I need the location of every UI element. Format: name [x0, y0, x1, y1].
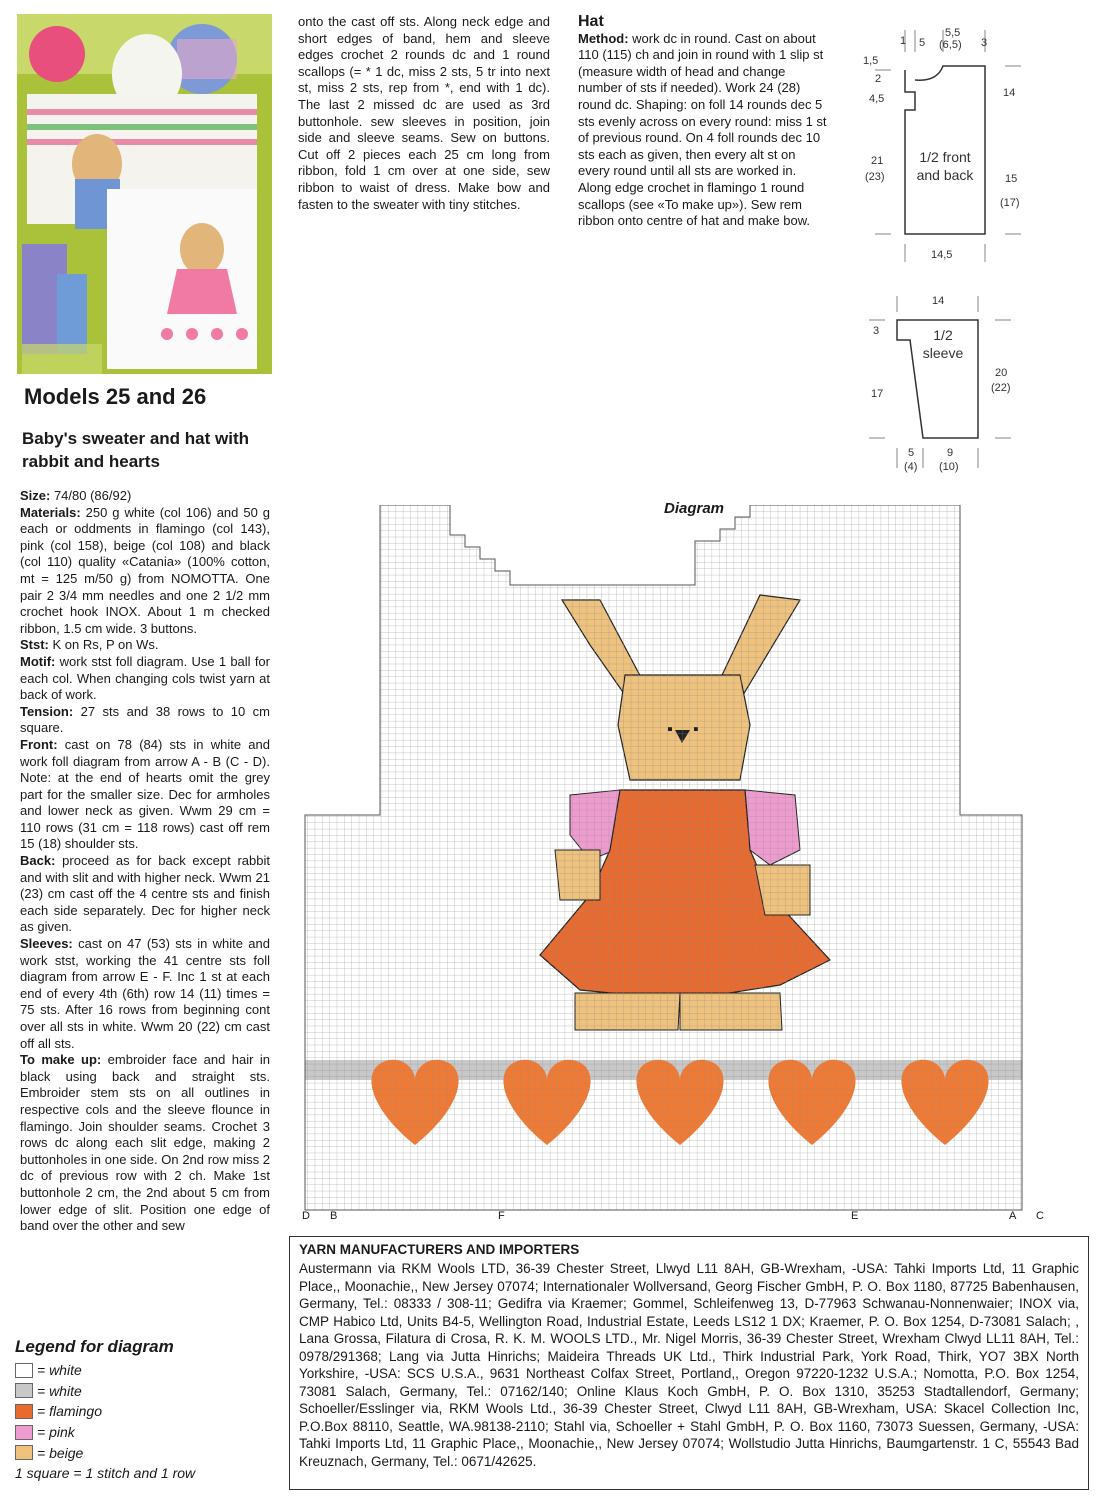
materials-label: Materials: [20, 504, 81, 520]
yarn-text: Austermann via RKM Wools LTD, 36-39 Chester Street, Llwyd L11 8AH, GB-Wrexham, -USA: Tahki Imports Ltd, 11 Graphic Place,, Moonachie,, New Jersey 07074; Internationaler Wollversand, Georg Fischer GmbH, P. O. Box 1180, 87725 Babenhausen, Germany, Tel.: 08333 / 308-11; Gedifra via Kraemer; Gommel, Schleifenweg 13, D-77963 Schwanau-Nonnenwaier; INOX via, CMP Habico Ltd, Units B4-5, Wellington Road, Industrial Estate, Leeds LS12 1 DX; Kraemer, P. O. Box 1254, D-73081 Salach; , Lana Grossa, Filatura di Crosa, R. K. M. WOOLS LTD., Mr. Nigel Morris, 36-39 Chester Street, Wrexham Clwyd LL11 8AH, Tel.: 0978/291368; Lang via Jutta Hinrichs; Maideira Threads UK Ltd., Thirk Industrial Park, York Road, Thirk, YO7 3BX North Yorkshire, -USA: SCS U.S.A., 9631 Northeast Colfax Street, Portland,, Oregon 97220-1232 U.S.A.; Nomotta, P.O. Box 1254, 73081 Salach, Germany, Tel.: 07162/140; Online Klaus Koch GmbH, P. O. Box 1310, 35253 Stadtallendorf, Germany; Schoeller/Esslinger via, RKM Wools Ltd., 36-39 Chester Street, Clwyd L11 8AH, GB-Wrexham, USA: Skacel Collection Inc, P.O.Box 88110, Seattle, WA.98138-2110; Stahl via, Schoeller + Stahl GmbH, P. O. Box 1160, 73073 Suessen, Germany, -USA: Tahki Imports Ltd, 11 Graphic Place,, Moonachie,, New Jersey 07074; Wollstudio Jutta Hinrichs, Baumgartenstr. 1 C, 55543 Bad Kreuznach, Germany, Tel.: 0671/42625. [299, 1261, 1079, 1469]
arrow-c: C [1036, 1210, 1044, 1222]
legend-title: Legend for diagram [15, 1337, 174, 1356]
schematic-front-top-3b: (6,5) [939, 39, 962, 51]
size-label: Size: [20, 488, 51, 503]
front-label: Front: [20, 736, 58, 752]
front-back-schematic [855, 22, 1095, 272]
schematic-sleeve-left-1: 3 [873, 325, 880, 337]
size-text: 74/80 (86/92) [50, 488, 132, 503]
schematic-sleeve-label-2: sleeve [922, 345, 964, 361]
legend-note: 1 square = 1 stitch and 1 row [15, 1465, 196, 1482]
legend-swatch [15, 1404, 33, 1419]
materials-text: 250 g white (col 106) and 50 g each or oddments in flamingo (col 143), pink (col 158), beige (col 108) and black (col 110) quality «Catania» (100% cotton, mt = 125 m/50 g) from NOMOTTA. One pair 2 3/4 mm needles and one 2 1/2 mm crochet hook INOX. About 1 m checked ribbon, 1.5 cm wide. 3 buttons. [20, 504, 270, 636]
arrow-f: F [498, 1210, 505, 1222]
tension-text: 27 sts and 38 rows to 10 cm square. [20, 703, 270, 736]
legend-item [15, 1422, 275, 1443]
schematic-front-right-2b: (17) [1000, 197, 1020, 209]
yarn-manufacturers-box [289, 1236, 1089, 1490]
arrow-b: B [330, 1210, 338, 1222]
schematic-front-label-1: 1/2 front [919, 149, 971, 165]
schematic-sleeve-right-1: 20 [995, 367, 1008, 379]
schematic-sleeve-left-2: 17 [871, 388, 884, 400]
schematic-front-left-3: 4,5 [869, 93, 885, 105]
hat-method-label: Method: [578, 30, 629, 46]
schematic-sleeve-top: 14 [932, 295, 945, 307]
legend-item [15, 1360, 275, 1381]
legend-label: = flamingo [37, 1403, 102, 1420]
schematic-front-top-4: 3 [981, 37, 988, 49]
back-text: proceed as for back except rabbit and with slit and with higher neck. Wwm 21 (23) cm cast off the 4 centre sts and finish each side separately. Dec for higher neck as given. [20, 853, 270, 935]
arrow-e: E [851, 1210, 859, 1222]
schematic-front-left-1: 1,5 [863, 55, 879, 67]
schematic-front-bottom: 14,5 [931, 249, 953, 261]
legend-label: = pink [37, 1424, 75, 1441]
schematic-front-top-3: 5,5 [945, 27, 961, 39]
product-photo [17, 14, 272, 374]
legend-swatch [15, 1425, 33, 1440]
schematic-front-right-1: 14 [1003, 87, 1016, 99]
legend-swatch [15, 1445, 33, 1460]
schematic-sleeve-bottom-2: 9 [947, 447, 954, 459]
motif-label: Motif: [20, 653, 56, 669]
schematic-sleeve-right-1b: (22) [991, 382, 1011, 394]
hat-title: Hat [578, 13, 604, 30]
hat-section [578, 14, 830, 230]
back-label: Back: [20, 853, 56, 869]
schematic-front-left-4: 21 [871, 155, 884, 167]
instructions-column-2: onto the cast off sts. Along neck edge and short edges of band, hem and sleeve edges crochet 2 rounds dc and 1 round scallops (= * 1 dc, miss 2 sts, 5 tr into next st, miss 2 sts, rep from *, end with 1 dc). The last 2 missed dc are used as 3rd buttonhole. sew sleeves in position, join side and sleeve seams. Sew on buttons. Cut off 2 pieces each 25 cm long from ribbon, fold 1 cm over at one side, sew ribbon to waist of dress. Make bow and fasten to the sweater with tiny stitches. [298, 14, 550, 212]
instructions-column-1 [20, 488, 270, 1235]
schematic-front-top-2: 5 [919, 37, 926, 49]
yarn-title: YARN MANUFACTURERS AND IMPORTERS [299, 1242, 580, 1257]
legend-label: = white [37, 1382, 82, 1399]
schematic-front-top-1: 1 [900, 35, 907, 47]
arrow-d: D [302, 1210, 310, 1222]
sleeve-schematic [855, 288, 1095, 478]
legend-item [15, 1381, 275, 1402]
stst-text: K on Rs, P on Ws. [48, 637, 159, 653]
hat-method-text: work dc in round. Cast on about 110 (115) ch and join in round with 1 slip st (measure width of head and change number of sts if needed). Work 24 (28) round dc. Shaping: on foll 14 rounds dec 5 sts evenly across on every round: miss 1 st of previous round. On 4 foll rounds dec 10 sts each as given, then every alt st on every round until all sts are worked in. Along edge crochet in flamingo 1 round scallops (see «To make up»). Sew rem ribbon onto centre of hat and make bow. [578, 30, 827, 229]
schematic-front-left-2: 2 [875, 73, 882, 85]
makeup-label: To make up: [20, 1052, 102, 1068]
tension-label: Tension: [20, 703, 74, 719]
schematic-sleeve-bottom-1: 5 [908, 447, 915, 459]
sleeves-text: cast on 47 (53) sts in white and work stst, working the 41 centre sts foll diagram from arrow E - F. Inc 1 st at each end of every 4th (6th) row 14 (11) times = 75 sts. After 16 rows from beginning cont over all sts in white. Wwm 20 (22) cm cast off all sts. [20, 936, 270, 1051]
page-subtitle: Baby's sweater and hat with rabbit and hearts [22, 429, 249, 471]
schematic-front-right-2: 15 [1005, 173, 1018, 185]
legend-swatch [15, 1363, 33, 1378]
schematic-sleeve-bottom-2b: (10) [939, 461, 959, 473]
legend-swatch [15, 1383, 33, 1398]
knitting-chart [300, 505, 1025, 1230]
legend-item [15, 1442, 275, 1463]
schematic-front-label-2: and back [916, 167, 974, 183]
schematic-front-left-4b: (23) [865, 171, 885, 183]
legend-label: = white [37, 1362, 82, 1379]
schematic-sleeve-bottom-1b: (4) [904, 461, 918, 473]
legend-label: = beige [37, 1444, 84, 1461]
motif-text: work stst foll diagram. Use 1 ball for each col. When changing cols twist yarn at back of work. [20, 653, 270, 703]
page-title: Models 25 and 26 [24, 384, 207, 409]
sleeves-label: Sleeves: [20, 936, 73, 952]
arrow-a: A [1009, 1210, 1017, 1222]
stst-label: Stst: [20, 637, 49, 653]
diagram-legend [15, 1337, 275, 1484]
schematic-sleeve-label-1: 1/2 [933, 327, 953, 343]
front-text: cast on 78 (84) sts in white and work foll diagram from arrow A - B (C - D). Note: at the end of hearts omit the grey part for the smaller size. Dec for armholes and lower neck as given. Wwm 29 cm = 110 rows (31 cm = 118 rows) cast off rem 15 (18) shoulder sts. [20, 736, 270, 852]
diagram-title: Diagram [664, 500, 725, 517]
makeup-text: embroider face and hair in black using back and straight sts. Embroider stem sts on all outlines in respective cols and the sleeve flounce in flamingo. Join shoulder seams. Crochet 3 rows dc along each slit edge, making 2 buttonholes in one side. On 2nd row miss 2 dc of previous row with 2 ch. Make 1st buttonhole 2 cm, the 2nd about 5 cm from lower edge of slit. Position one edge of band over the other and sew [20, 1052, 270, 1234]
legend-item [15, 1401, 275, 1422]
